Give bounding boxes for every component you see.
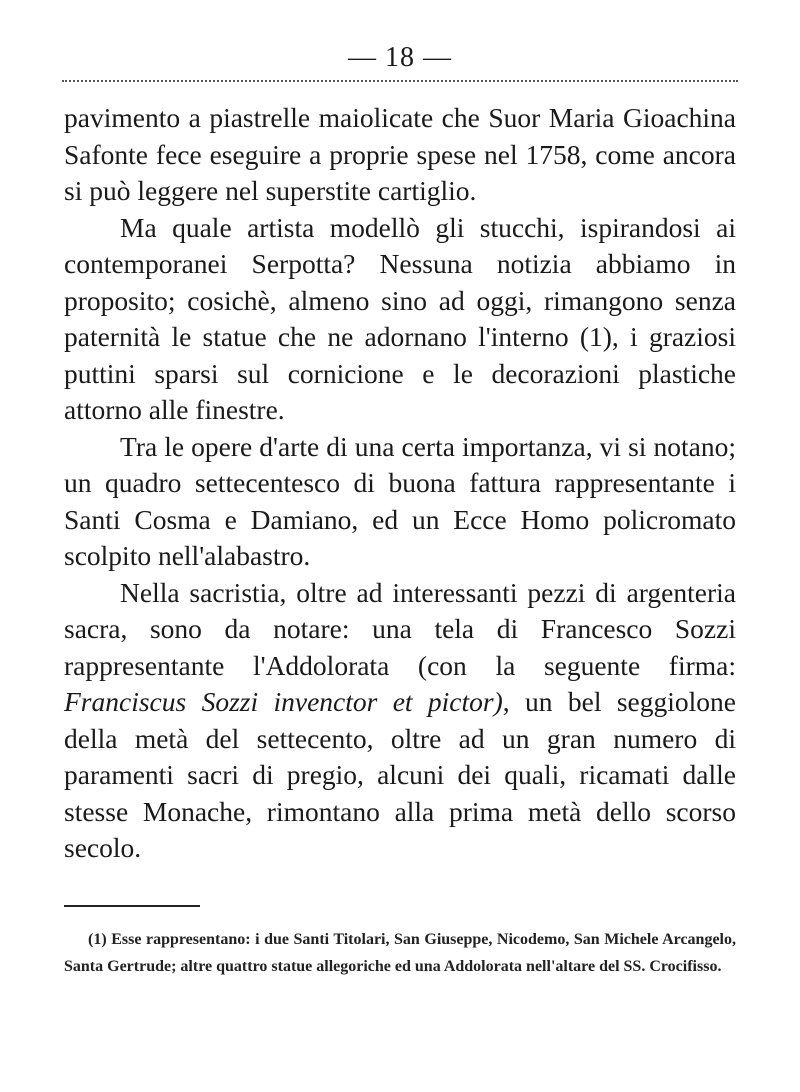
- page-number: — 18 —: [348, 42, 452, 73]
- header-dotted-rule: [62, 80, 738, 82]
- paragraph-4-text-after: , un bel seggiolone della metà del settecento, oltre ad un gran numero di paramenti sacri di pregio, alcuni dei quali, ricamati dalle stesse Monache, rimontano alla prima metà dello scorso secolo.: [64, 686, 737, 863]
- paragraph-4: [64, 575, 736, 867]
- body-text: [64, 100, 736, 867]
- footnote-text: (1) Esse rappresentano: i due Santi Titolari, San Giuseppe, Nicodemo, San Michele Arcangelo, Santa Gertrude; altre quattro statue allegoriche ed una Addolorata nell'altare del SS. Crocifisso.: [64, 931, 736, 975]
- footnote: [64, 926, 736, 980]
- footnote-rule: [64, 905, 200, 907]
- paragraph-1: pavimento a piastrelle maiolicate che Suor Maria Gioachina Safonte fece eseguire a proprie spese nel 1758, come ancora si può leggere nel superstite cartiglio.: [64, 102, 736, 206]
- paragraph-4-text-before: Nella sacristia, oltre ad interessanti pezzi di argenteria sacra, sono da notare: una tela di Francesco Sozzi rappresentante l'Addolorata (con la seguente firma:: [64, 576, 736, 681]
- paragraph-4-signature-italic: Franciscus Sozzi invenctor et pictor): [64, 686, 503, 717]
- paragraph-2: Ma quale artista modellò gli stucchi, ispirandosi ai contemporanei Serpotta? Nessuna notizia abbiamo in proposito; cosichè, almeno sino ad oggi, rimangono senza paternità le statue che ne adornano l'interno (1), i graziosi puttini sparsi sul cornicione e le decorazioni plastiche attorno alle finestre.: [64, 211, 736, 425]
- paragraph-3: Tra le opere d'arte di una certa importanza, vi si notano; un quadro settecentesco di buona fattura rappresentante i Santi Cosma e Damiano, ed un Ecce Homo policromato scolpito nell'alabastro.: [64, 430, 736, 571]
